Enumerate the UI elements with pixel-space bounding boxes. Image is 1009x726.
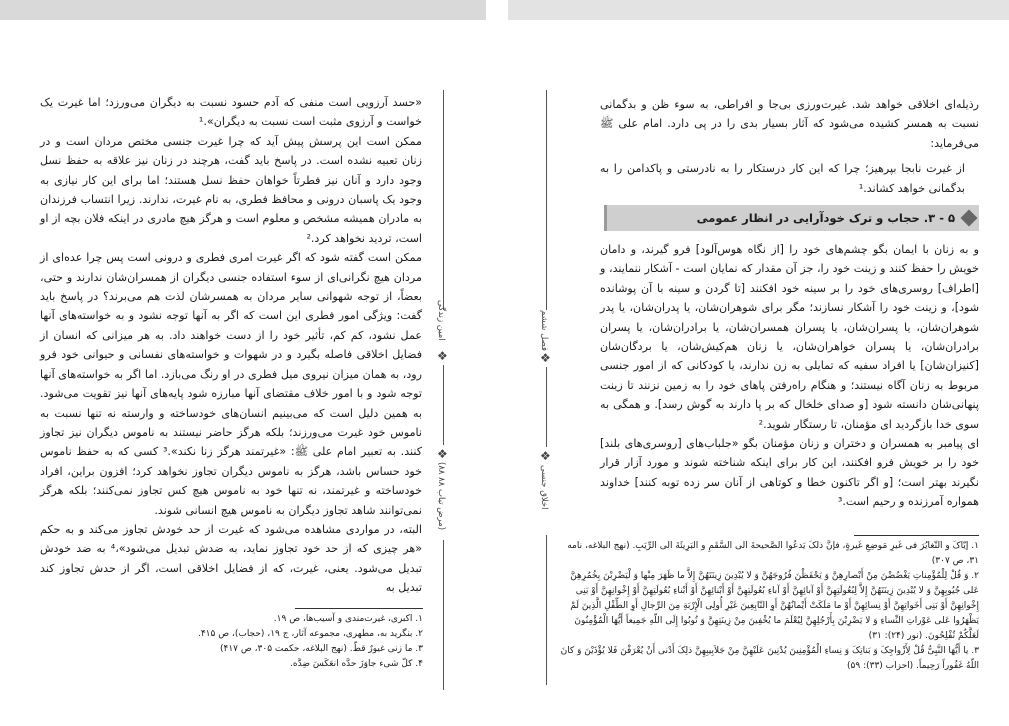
paragraph: رذیله‌ای اخلاقی خواهد شد. غیرت‌ورزی بی‌جا و افراطی، به سوء ظن و بدگمانی نسبت به همسر کشیده می‌شود که آثار بسیار بدی را در پی دارد. امام علی ﷺ می‌فرماید: xyxy=(600,98,979,150)
rail-title-bottom: (۸۸ مرض تیاب ۸۸) xyxy=(436,462,446,531)
rail-line xyxy=(546,90,547,310)
footnote: ۲. بنگرید به، مطهری، مجموعه آثار، ج ۱۹، (حجاب)، ص ۴۱۵. xyxy=(197,629,423,639)
paragraph: «حسد آرزویی است منفی که آدم حسود نسبت به دیگران می‌ورزد؛ اما غیرت یک خواست و آرزوی مثبت است نسبت به دیگران».¹ xyxy=(40,96,422,129)
rail-ornament-icon: ❖ xyxy=(437,447,448,461)
footnote-divider xyxy=(295,608,423,609)
rail-line xyxy=(546,535,547,685)
footnote: ۱. اکبری، غیرت‌مندی و آسیب‌ها، ص ۱۹. xyxy=(273,614,423,624)
scan-shadow-bar xyxy=(0,0,486,20)
right-footnotes xyxy=(555,539,979,674)
rail-title-top: امین زندگی xyxy=(436,300,446,341)
footnote: ۴. کلّ شیء جاوَزَ حدَّه انعَکَسَ ضِدَّه. xyxy=(290,659,423,669)
rail-ornament-icon: ❖ xyxy=(437,349,448,363)
rail-ornament-icon: ❖ xyxy=(540,449,551,463)
footnote: ۱. إیّاکَ و التّغایُرَ فی غَیرِ مَوضِعِ غَیرةٍ، فإنَّ ذلکَ یَدعُوا الصَّحیحةَ الی السَّقَمِ و البَرِیئَةَ الی الرِّیَبِ. (نهج البلاغه، نامه ۳۱، ص ۳۰۷) xyxy=(567,541,979,566)
rail-title-top: فصل ششم xyxy=(539,310,549,351)
footnote: ۳. ما زنی غیورٌ قطّ. (نهج البلاغه، حکمت ۳۰۵، ص ۴۱۷) xyxy=(219,644,423,654)
section-heading-text: ۵ - ۳. حجاب و ترک خودآرایی در انظار عمومی xyxy=(696,211,955,225)
left-page xyxy=(0,0,488,726)
quote-paragraph: از غیرت نابجا بپرهیز؛ چرا که این کار درستکار را به نادرستی و پاکدامن را به بدگمانی خواهد کشاند.¹ xyxy=(600,162,965,195)
right-body-top xyxy=(600,95,979,198)
paragraph: البته، در مواردی مشاهده می‌شود که غیرت از حد خودش تجاوز می‌کند و به حکم «هر چیزی که از حد خود تجاوز نماید، به ضدش تبدیل می‌شود»،⁴ به ضد خودش تبدیل می‌شود. یعنی، غیرت، که از فضایل اخلاقی است، اگر از حدش تجاوز کند تبدیل به xyxy=(40,522,423,595)
scan-shadow-bar xyxy=(508,0,1009,20)
rail-line xyxy=(443,540,444,690)
rail-title-bottom: اخلاق جنسی xyxy=(539,465,549,510)
rail-ornament-icon: ❖ xyxy=(540,351,551,365)
left-body-text xyxy=(40,93,422,598)
footnote-divider xyxy=(854,535,979,536)
paragraph: ممکن است این پرسش پیش آید که چرا غیرت جنسی مختص مردان است و در زنان تعبیه نشده است. در پاسخ باید گفت، هرچند در زنان نیز علاقه به حفظ نسل وجود دارد و آنان نیز فطرتاً خواهان حفظ نسل هستند؛ اما برای این کار نیازی به وجود یک پاسبان درونی و محافظ فطری، به نام غیرت، ندارند. زیرا انتساب فرزندان به مادران همیشه مشخص و معلوم است و هرگز هیچ مادری در اینکه فلان بچه از او است، تردید نخواهد کرد.² xyxy=(40,134,422,245)
left-footnotes xyxy=(150,612,423,672)
rail-line xyxy=(443,365,444,445)
right-body-bottom xyxy=(600,240,979,512)
section-heading xyxy=(604,205,979,231)
rail-line xyxy=(546,367,547,447)
paragraph: ای پیامبر به همسران و دختران و زنان مؤمنان بگو «جلباب‌های [روسری‌های بلند] خود را بر خویش فرو افکنند، این کار برای اینکه شناخته شوند و مورد آزار قرار نگیرند بهتر است؛ [و اگر تاکنون خطا و کوتاهی از آنان سر زده توبه کنند] خداوند همواره آمرزنده و رحیم است.³ xyxy=(600,437,979,509)
paragraph: ممکن است گفته شود که اگر غیرت امری فطری و درونی است پس چرا عده‌ای از مردان هیچ نگرانی‌ای از سوء استفاده جنسی دیگران از همسران‌شان ندارند و حتی، بعضاً، از توجه شهوانی سایر مردان به همسرشان لذت هم می‌برند؟ در پاسخ باید گفت: ویژگی امور فطری این است که اگر به آنها توجه نشود و به خواسته‌های آنها عمل نشود، کم کم، تأثیر خود را از دست خواهند داد. به هر میزانی که انسان از فضایل اخلاقی فاصله بگیرد و در شهوات و خواسته‌های نفسانی و حیوانی خود فرو رود، به همان میزان نیروی میل فطری در او رنگ می‌بازد. اما اگر به خواسته‌های آنها توجه شود و با امور خلاف مقتضای آنها مبارزه شود پایه‌های آنها نیز تقویت می‌شود. به همین دلیل است که می‌بینیم انسان‌های خودساخته و وارسته نه تنها نسبت به ناموس خود غیرت می‌ورزند؛ بلکه هرگز حاضر نیستند به ناموس دیگران نیز تجاوز کنند. به تعبیر امام علی ﷺ: «غیرتمند هرگز زنا نکند».³ کسی که به حفظ ناموس خود حساس باشد، هرگز به ناموس دیگران تجاوز نخواهد کرد؛ افزون براین، افراد خودساخته و غیرتمند، نه تنها خود به ناموس هیچ کس تجاوز نمی‌کنند؛ بلکه هرگز نمی‌توانند شاهد تجاوز دیگران به ناموس هیچ انسانی شوند. xyxy=(40,251,422,517)
book-gutter xyxy=(486,0,508,726)
footnote: ۲. وَ قُلْ لِلْمُؤْمِناتِ یَغْضُضْنَ مِنْ أَبْصارِهِنَّ وَ یَحْفَظْنَ فُرُوجَهُنَّ وَ لا یُبْدِینَ زِینَتَهُنَّ إِلاَّ ما ظَهَرَ مِنْها وَ لْیَضْرِبْنَ بِخُمُرِهِنَّ عَلی جُیُوبِهِنَّ وَ لا یُبْدِینَ زِینَتَهُنَّ إِلاَّ لِبُعُولَتِهِنَّ أَوْ آبائِهِنَّ أَوْ آباءِ بُعُولَتِهِنَّ أَوْ أَبْنائِهِنَّ أَوْ أَبْناءِ بُعُولَتِهِنَّ أَوْ إِخْوانِهِنَّ أَوْ بَنِی إِخْوانِهِنَّ أَوْ بَنِی أَخَواتِهِنَّ أَوْ نِسائِهِنَّ أَوْ ما مَلَکَتْ أَیْمانُهُنَّ أَوِ التّابِعِینَ غَیْرِ أُولِی الْإِرْبَةِ مِنَ الرِّجالِ أَوِ الطِّفْلِ الَّذِینَ لَمْ یَظْهَرُوا عَلی عَوْراتِ النِّساءِ وَ لا یَضْرِبْنَ بِأَرْجُلِهِنَّ لِیُعْلَمَ ما یُخْفِینَ مِنْ زِینَتِهِنَّ وَ تُوبُوا إِلَی اللّهِ جَمِیعاً أَیُّهَا الْمُؤْمِنُونَ لَعَلَّکُمْ تُفْلِحُونَ. (نور (۲۴): ۳۱) xyxy=(570,571,979,641)
rail-line xyxy=(443,90,444,310)
footnote: ۳. یا أَیُّهَا النَّبِیُّ قُلْ لِأَزْواجِکَ وَ بَناتِکَ وَ نِساءِ الْمُؤْمِنِینَ یُدْنِینَ عَلَیْهِنَّ مِنْ جَلاَبِیبِهِنَّ ذلِکَ أَدْنی أَنْ یُعْرَفْنَ فَلا یُؤْذَیْنَ وَ کانَ اللّهُ غَفُوراً رَحِیماً. (احزاب (۳۳): ۵۹) xyxy=(560,646,979,671)
paragraph: و به زنان با ایمان بگو چشم‌های خود را [از نگاه هوس‌آلود] فرو گیرند، و دامان خویش را حفظ کنند و زینت خود را، جز آن مقدار که نمایان است - آشکار ننمایند، و [اطراف] روسری‌های خود را بر سینه خود افکنند [تا گردن و سینه با آن پوشانده شود]، و زینت خود را آشکار نسازند؛ مگر برای شوهران‌شان، یا پدران‌شان، یا پدر شوهران‌شان، یا پسران‌شان، یا پسران همسران‌شان، یا برادران‌شان، یا پسران برادران‌شان، یا پسران خواهران‌شان، یا زنان هم‌کیش‌شان، یا بردگان‌شان [کنیزان‌شان] یا افراد سفیه که تمایلی به زن ندارند، یا کودکانی که از امور جنسی مربوط به زنان آگاه نیستند؛ و هنگام راه‌رفتن پاهای خود را به زمین نزنند تا زینت پنهانی‌شان دانسته شود [و صدای خلخال که بر پا دارند به گوش رسد]. و همگی به سوی خدا بازگردید ای مؤمنان، تا رستگار شوید.² xyxy=(600,243,979,431)
